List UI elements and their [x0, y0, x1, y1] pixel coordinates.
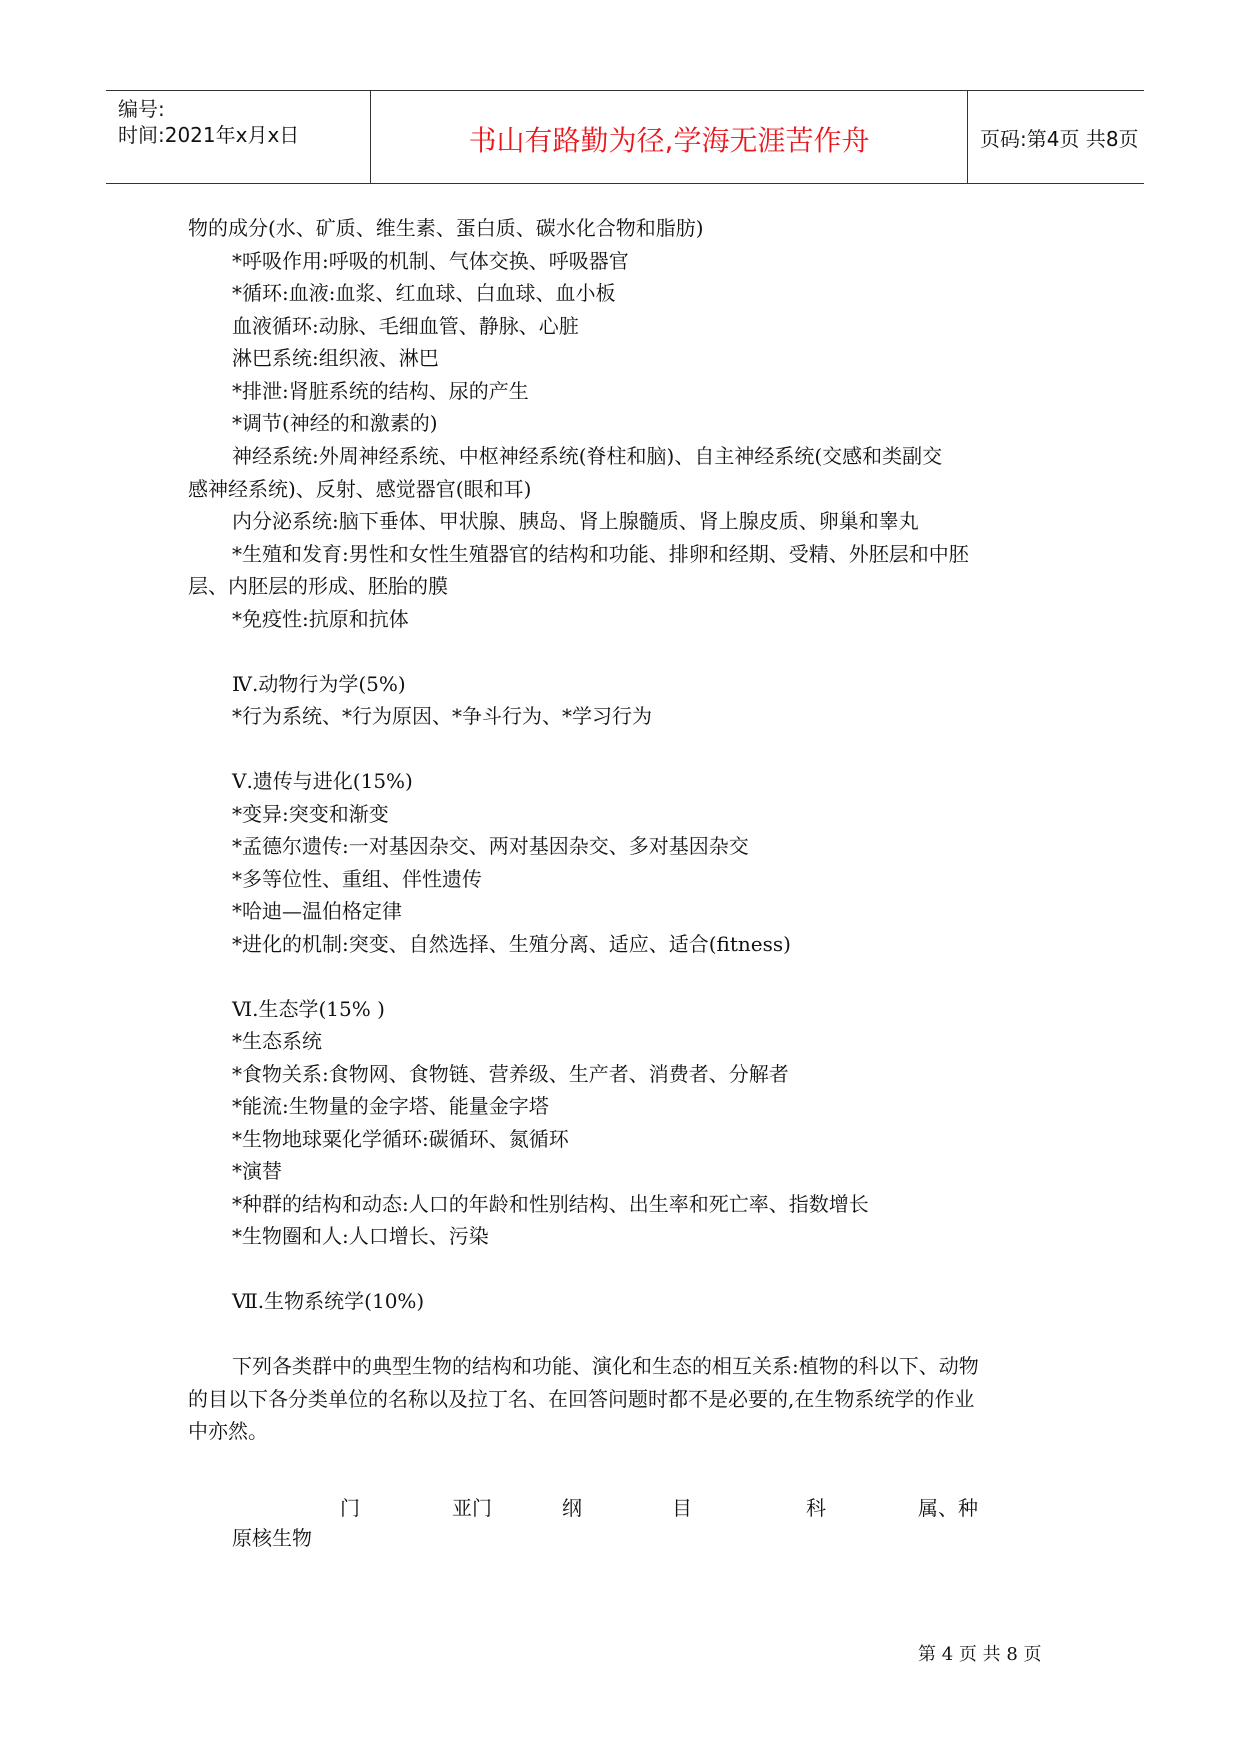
- text-line: *循环:血液:血浆、红血球、白血球、血小板: [232, 281, 616, 305]
- text-line: *调节(神经的和激素的): [232, 411, 438, 435]
- text-line: *多等位性、重组、伴性遗传: [232, 867, 482, 891]
- text-line: *生物地球粟化学循环:碳循环、氮循环: [232, 1127, 569, 1151]
- text-line: 下列各类群中的典型生物的结构和功能、演化和生态的相互关系:植物的科以下、动物: [232, 1354, 979, 1378]
- text-line: *食物关系:食物网、食物链、营养级、生产者、消费者、分解者: [232, 1062, 789, 1086]
- section-heading: Ⅳ.动物行为学(5%): [232, 672, 406, 696]
- section-heading: Ⅴ.遗传与进化(15%): [232, 769, 413, 793]
- text-line: 的目以下各分类单位的名称以及拉丁名、在回答问题时都不是必要的,在生物系统学的作业: [188, 1387, 975, 1411]
- header-page-label: 页码:第4页 共8页: [980, 127, 1139, 151]
- text-line: *演替: [232, 1159, 282, 1183]
- text-line: 神经系统:外周神经系统、中枢神经系统(脊柱和脑)、自主神经系统(交感和类副交: [232, 444, 943, 468]
- text-line: *排泄:肾脏系统的结构、尿的产生: [232, 379, 529, 403]
- text-line: *生殖和发育:男性和女性生殖器官的结构和功能、排卵和经期、受精、外胚层和中胚: [232, 542, 969, 566]
- text-line: *行为系统、*行为原因、*争斗行为、*学习行为: [232, 704, 652, 728]
- header-left-cell: [106, 91, 371, 183]
- text-line: 物的成分(水、矿质、维生素、蛋白质、碳水化合物和脂肪): [188, 216, 704, 240]
- page-footer: 第 4 页 共 8 页: [918, 1644, 1042, 1665]
- page-header: [106, 90, 1144, 184]
- table-header-genus-species: 属、种: [918, 1496, 978, 1520]
- table-row-label: 原核生物: [232, 1526, 312, 1550]
- table-header-subphylum: 亚门: [452, 1496, 492, 1520]
- serial-label: 编号:: [118, 97, 165, 121]
- table-header-class: 纲: [562, 1496, 582, 1520]
- text-line: *呼吸作用:呼吸的机制、气体交换、呼吸器官: [232, 249, 629, 273]
- text-line: 淋巴系统:组织液、淋巴: [232, 346, 439, 370]
- text-line: 感神经系统)、反射、感觉器官(眼和耳): [188, 477, 532, 501]
- section-heading: Ⅵ.生态学(15% ): [232, 997, 385, 1021]
- text-line: *进化的机制:突变、自然选择、生殖分离、适应、适合(fitness): [232, 932, 791, 956]
- text-line: *生态系统: [232, 1029, 322, 1053]
- header-right-cell: [968, 91, 1144, 183]
- text-line: *生物圈和人:人口增长、污染: [232, 1224, 489, 1248]
- table-header-order: 目: [672, 1496, 692, 1520]
- text-line: *免疫性:抗原和抗体: [232, 607, 409, 631]
- text-line: *种群的结构和动态:人口的年龄和性别结构、出生率和死亡率、指数增长: [232, 1192, 869, 1216]
- header-motto: 书山有路勤为径,学海无涯苦作舟: [468, 124, 870, 157]
- text-line: *哈迪—温伯格定律: [232, 899, 402, 923]
- text-line: *孟德尔遗传:一对基因杂交、两对基因杂交、多对基因杂交: [232, 834, 749, 858]
- text-line: *能流:生物量的金字塔、能量金字塔: [232, 1094, 549, 1118]
- section-heading: Ⅶ.生物系统学(10%): [232, 1289, 425, 1313]
- header-motto-cell: [371, 91, 968, 183]
- text-line: *变异:突变和渐变: [232, 802, 389, 826]
- time-label: 时间:2021年x月x日: [118, 123, 300, 147]
- text-line: 内分泌系统:脑下垂体、甲状腺、胰岛、肾上腺髓质、肾上腺皮质、卵巢和睾丸: [232, 509, 919, 533]
- text-line: 层、内胚层的形成、胚胎的膜: [188, 574, 448, 598]
- table-header-phylum: 门: [340, 1496, 360, 1520]
- text-line: 血液循环:动脉、毛细血管、静脉、心脏: [232, 314, 579, 338]
- text-line: 中亦然。: [188, 1419, 268, 1443]
- table-header-family: 科: [806, 1496, 826, 1520]
